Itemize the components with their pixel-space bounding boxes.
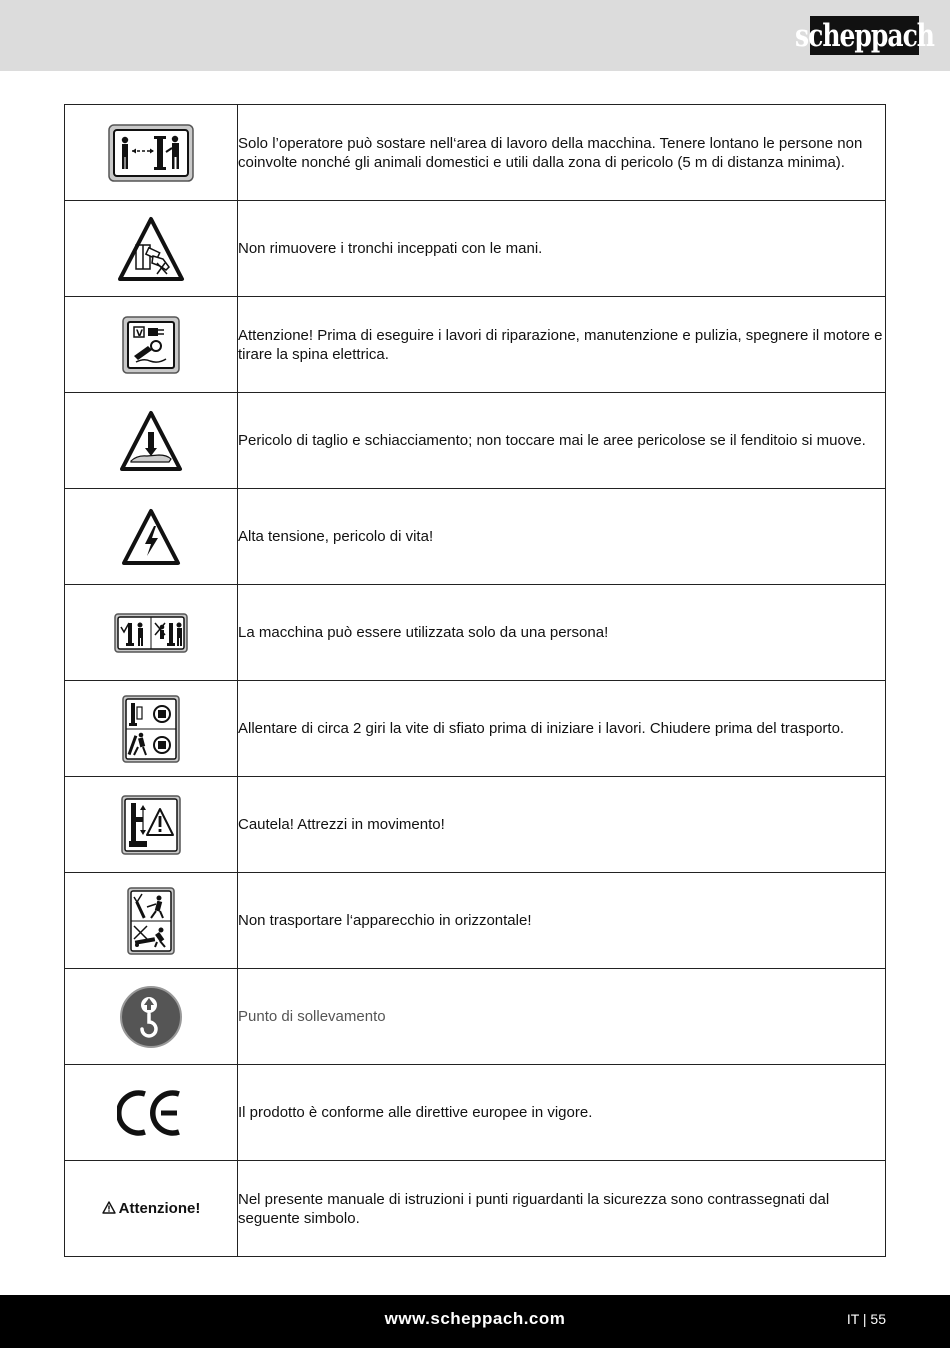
hand-crush-warning-icon bbox=[119, 410, 183, 472]
jammed-log-warning-icon bbox=[117, 216, 185, 282]
table-row bbox=[65, 201, 886, 297]
row-text: Attenzione! Prima di eseguire i lavori di riparazione, manutenzione e pulizia, spegnere il motore e tirare la spina elettrica. bbox=[238, 297, 886, 393]
table-row bbox=[65, 873, 886, 969]
safety-symbols-table bbox=[64, 104, 886, 1257]
table-row bbox=[65, 681, 886, 777]
high-voltage-warning-icon bbox=[121, 508, 181, 566]
lifting-point-icon bbox=[119, 985, 183, 1049]
table-row bbox=[65, 105, 886, 201]
row-text: Solo l’operatore può sostare nell‘area di lavoro della macchina. Tenere lontano le persone non coinvolte nonché gli animali domestici e utili dalla zona di pericolo (5 m di distanza minima). bbox=[238, 105, 886, 201]
table-row bbox=[65, 969, 886, 1065]
page-number: IT | 55 bbox=[846, 1311, 886, 1327]
svg-text:V: V bbox=[136, 328, 143, 339]
keep-distance-icon bbox=[108, 124, 194, 182]
vent-screw-icon bbox=[122, 695, 180, 763]
page-footer bbox=[0, 1295, 950, 1348]
table-row bbox=[65, 777, 886, 873]
warning-triangle-icon bbox=[102, 1201, 116, 1214]
ce-mark-icon bbox=[117, 1089, 185, 1137]
row-text: Alta tensione, pericolo di vita! bbox=[238, 489, 886, 585]
attention-label: Attenzione! bbox=[102, 1200, 201, 1217]
table-row bbox=[65, 489, 886, 585]
row-text: Allentare di circa 2 giri la vite di sfiato prima di iniziare i lavori. Chiudere prima del trasporto. bbox=[238, 681, 886, 777]
row-text: Cautela! Attrezzi in movimento! bbox=[238, 777, 886, 873]
unplug-before-maintenance-icon bbox=[122, 316, 180, 374]
row-text: Pericolo di taglio e schiacciamento; non toccare mai le aree pericolose se il fenditoio si muove. bbox=[238, 393, 886, 489]
row-text: Il prodotto è conforme alle direttive europee in vigore. bbox=[238, 1065, 886, 1161]
table-row bbox=[65, 297, 886, 393]
table-row bbox=[65, 1065, 886, 1161]
row-text: Non rimuovere i tronchi inceppati con le mani. bbox=[238, 201, 886, 297]
moving-tools-warning-icon bbox=[121, 795, 181, 855]
row-text: Nel presente manuale di istruzioni i punti riguardanti la sicurezza sono contrassegnati dal seguente simbolo. bbox=[238, 1161, 886, 1257]
row-text: Non trasportare l‘apparecchio in orizzontale! bbox=[238, 873, 886, 969]
website-link[interactable]: www.scheppach.com bbox=[384, 1309, 566, 1328]
row-text: Punto di sollevamento bbox=[238, 969, 886, 1065]
table-row bbox=[65, 393, 886, 489]
table-row bbox=[65, 1161, 886, 1257]
table-row bbox=[65, 585, 886, 681]
one-person-operation-icon bbox=[114, 613, 188, 653]
row-text: La macchina può essere utilizzata solo da una persona! bbox=[238, 585, 886, 681]
no-horizontal-transport-icon bbox=[127, 887, 175, 955]
page-header bbox=[0, 0, 950, 71]
brand-logo: scheppach bbox=[795, 17, 934, 54]
